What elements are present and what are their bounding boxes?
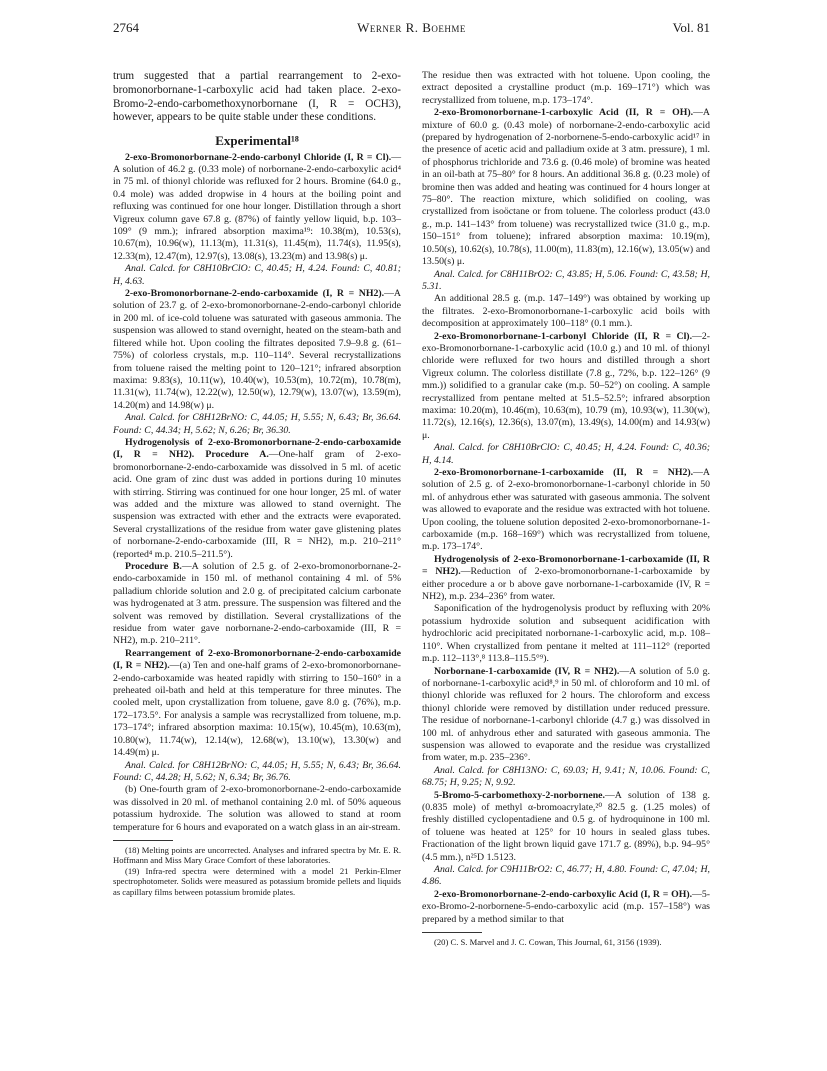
paragraph-body: —A solution of 5.0 g. of norbornane-1-carboxylic acid⁸,⁹ in 50 ml. of chloroform and 10 ml. of thionyl chloride was refluxed for 2 hours. The chloroform and excess thionyl chloride were removed by distillation under reduced pressure. The residue of norbornane-1-carbonyl chloride (4.7 g.) was dissolved in 100 ml. of anhydrous ether and saturated with gaseous ammonia. The suspension was allowed to evaporate and the residue was crystallized from water, m.p. 235–236°.	[422, 665, 710, 764]
left-column	[113, 70, 401, 897]
compound-title: Hydrogenolysis of 2-exo-Bromonorbornane-2-endo-carboxamide (I, R = NH2). Procedure A.	[113, 436, 401, 461]
analysis: Anal. Calcd. for C8H12BrNO: C, 44.05; H, 5.55; N, 6.43; Br, 36.64. Found: C, 44.28; H, 5.62; N, 6.34; Br, 36.76.	[113, 759, 401, 783]
compound-title: 2-exo-Bromonorbornane-1-carbonyl Chloride (II, R = Cl).	[434, 330, 693, 342]
footnote-divider	[113, 840, 173, 841]
paragraph-body: —A solution of 23.7 g. of 2-exo-bromonorbornane-2-endo-carbonyl chloride in 200 ml. of ice-cold toluene was saturated with gaseous ammonia. The suspension was allowed to stand overnight, heated on the steam-bath and filtered while hot. Upon cooling the filtrates deposited 7.9–9.8 g. (61–75%) of colorless crystals, m.p. 110–114°. Several recrystallizations from toluene raised the melting point to 120–121°; infrared absorption maxima: 9.83(s), 10.11(w), 10.40(w), 10.53(m), 10.72(m), 10.78(m), 11.31(w), 11.74(w), 12.22(w), 12.50(w), 12.79(w), 13.07(w), 13.59(m), 14.20(m) and 14.98(w) μ.	[113, 288, 401, 411]
page-number: 2764	[113, 20, 139, 35]
paragraph-body: —A mixture of 60.0 g. (0.43 mole) of norbornane-2-endo-carboxylic acid (prepared by hydrogenation of 2-norbornene-5-endo-carboxylic acid¹⁷ in the presence of acetic acid and palladium oxide at 3 atm. pressure), 1 ml. of phosphorus trichloride and 73.6 g. (0.46 mole) of bromine was heated in an oil-bath at 75–80° for 8 hours. An additional 36.8 g. (0.23 mole) of bromine then was added and heating was continued for 4 hours longer at 75–80°. The reaction mixture, which solidified on cooling, was crystallized from isoöctane or from toluene. The colorless product (43.0 g., m.p. 141–143° from toluene) was recrystallized twice (31.0 g., m.p. 150–151° from toluene); infrared absorption maxima: 10.19(m), 10.50(s), 10.62(s), 10.78(s), 11.00(m), 11.83(m), 12.16(w), 13.05(w) and 13.50(s) μ.	[422, 107, 710, 268]
paragraph-body: —2-exo-Bromonorbornane-1-carboxylic acid (10.0 g.) and 10 ml. of thionyl chloride were refluxed for two hours and distilled through a short Vigreux column. The colorless distillate (7.8 g., 72%, b.p. 122–126° (9 mm.)) solidified to a granular cake (m.p. 50–52°) on cooling. A sample recrystallized from pentane melted at 51.5–52.5°; infrared absorption maxima: 10.20(m), 10.46(m), 10.63(m), 10.79 (m), 10.93(w), 11.30(w), 11.72(s), 12.16(s), 12.36(s), 13.07(m), 13.49(s), 14.00(m) and 14.93(w) μ.	[422, 330, 710, 441]
footnote-divider	[422, 932, 482, 933]
footnote: (19) Infra-red spectra were determined with a model 21 Perkin-Elmer spectrophotometer. Solids were measured as potassium bromide pellets and liquids as capillary films between potassium bromide plates.	[113, 865, 401, 897]
paragraph-body: —5-exo-Bromo-2-norbornene-5-endo-carboxylic acid (m.p. 157–158°) was prepared by a method similar to that	[422, 888, 710, 925]
paragraph-body: —A solution of 138 g. (0.835 mole) of methyl α-bromoacrylate,²⁰ 82.5 g. (1.25 moles) of freshly distilled cyclopentadiene and 0.5 g. of hydroquinone in 100 ml. of toluene was heated at 125° for 10 hours in sealed glass tubes. Fractionation of the light brown liquid gave 171.7 g. (89%), b.p. 94–95° (4.5 mm.), n²⁵D 1.5123.	[422, 789, 710, 863]
paragraph	[113, 152, 401, 264]
compound-title: 2-exo-Bromonorbornane-1-carboxylic Acid (II, R = OH).	[434, 107, 694, 119]
footnote: (20) C. S. Marvel and J. C. Cowan, This Journal, 61, 3156 (1939).	[434, 937, 662, 948]
intro-paragraph: trum suggested that a partial rearrangement to 2-exo-bromonorbornane-1-carboxylic acid had taken place. 2-exo-Bromo-2-endo-carbomethoxynorbornane (I, R = OCH3), however, appears to be quite stable under these conditions.	[113, 70, 401, 124]
paragraph	[422, 554, 710, 604]
paragraph	[422, 331, 710, 443]
paragraph	[422, 666, 710, 765]
analysis: Anal. Calcd. for C8H11BrO2: C, 43.85; H, 5.06. Found: C, 43.58; H, 5.31.	[422, 268, 710, 292]
compound-title: 5-Bromo-5-carbomethoxy-2-norbornene.	[434, 789, 605, 801]
compound-title: Norbornane-1-carboxamide (IV, R = NH2).	[434, 665, 620, 677]
footnote: (18) Melting points are uncorrected. Analyses and infrared spectra by Mr. E. R. Hoffmann and Miss Mary Grace Comfort of these laboratories.	[113, 844, 401, 866]
analysis: Anal. Calcd. for C8H10BrClO: C, 40.45; H, 4.24. Found: C, 40.81; H, 4.63.	[113, 263, 401, 287]
compound-title: 2-exo-Bromonorbornane-2-endo-carboxylic Acid (I, R = OH).	[434, 888, 693, 900]
paragraph	[113, 288, 401, 412]
author-name: Werner R. Boehme	[357, 20, 466, 35]
paragraph-body: —A solution of 46.2 g. (0.33 mole) of norbornane-2-endo-carboxylic acid⁴ in 75 ml. of thionyl chloride was refluxed for 2 hours. Bromine (64.0 g., 0.4 mole) was added dropwise in 4 hours at the boiling point and refluxing was continued for one hour longer. Distillation through a short Vigreux column gave 67.8 g. (87%) of faintly yellow liquid, b.p. 103–109° (9 mm.); infrared absorption maxima¹⁹: 10.38(m), 10.53(s), 10.67(m), 10.96(w), 11.13(m), 11.31(s), 11.45(m), 11.74(s), 11.95(s), 12.33(m), 12.47(m), 12.97(s), 13.08(s), 13.23(m) and 13.98(s) μ.	[113, 151, 401, 262]
compound-title: 2-exo-Bromonorbornane-2-endo-carboxamide (I, R = NH2).	[125, 288, 385, 300]
paragraph	[422, 790, 710, 864]
volume-number: Vol. 81	[672, 20, 710, 35]
compound-title: Procedure B.	[125, 561, 182, 572]
analysis: Anal. Calcd. for C8H12BrNO: C, 44.05; H, 5.55; N, 6.43; Br, 36.64. Found: C, 44.34; H, 5.62; N, 6.26; Br, 36.30.	[113, 412, 401, 436]
paragraph-body: (b) One-fourth gram of 2-exo-bromonorbornane-2-endo-carboxamide was dissolved in 20 ml. of methanol containing 2.0 ml. of 50% aqueous potassium hydroxide. The solution was allowed to stand at room temperature for 6 hours and evaporated on a watch glass in an air-stream.	[113, 784, 401, 833]
paragraph	[422, 107, 710, 268]
paragraph-body: —A solution of 2.5 g. of 2-exo-bromonorbornane-1-carbonyl chloride in 50 ml. of anhydrous ether was saturated with gaseous ammonia. The solvent was allowed to evaporate and the residue was extracted with hot toluene. Upon cooling, the toluene solution deposited 2-exo-bromonorbornane-1-carboxamide (m.p. 168–169°) which was recrystallized from toluene, m.p. 173–174°.	[422, 467, 710, 553]
paragraph-body: —(a) Ten and one-half grams of 2-exo-bromonorbornane-2-endo-carboxamide was heated rapidly with stirring to 150–160° in a preheated oil-bath and held at this temperature for three minutes. The cooled melt, upon crystallization from toluene, gave 8.0 g. (76%), m.p. 172–173.5°. For analysis a sample was recrystallized from toluene, m.p. 173–174°; infrared absorption maxima: 10.15(w), 10.45(m), 10.63(m), 10.80(w), 11.74(w), 12.14(w), 12.68(w), 13.10(w), 13.30(w) and 14.49(m) μ.	[113, 660, 401, 759]
paragraph-body: —A solution of 2.5 g. of 2-exo-bromonorbornane-2-endo-carboxamide in 150 ml. of methanol containing 4 ml. of 5% palladium chloride solution and 2.0 g. of precipitated calcium carbonate was hydrogenated at 3 atm. pressure. The suspension was filtered and the solvent was removed by distillation. Several crystallizations of the residue from water gave norbornane-2-endo-carboxamide (III, R = NH2), m.p. 210–211°.	[113, 561, 401, 647]
paragraph-body: —One-half gram of 2-exo-bromonorbornane-2-endo-carboxamide was dissolved in 5 ml. of acetic acid. One gram of zinc dust was added in portions during 10 minutes with stirring. Stirring was continued for one hour longer, 25 ml. of water was added and the mixture was allowed to stand overnight. The suspension was extracted with ether and the extracts were evaporated. Several crystallizations of the residue from water gave glistening plates of norbornane-2-endo-carboxamide (III, R = NH2), m.p. 210–211° (reported⁴ m.p. 210.5–211.5°).	[113, 449, 401, 560]
right-column	[422, 70, 710, 947]
running-header	[113, 20, 710, 40]
paragraph	[422, 467, 710, 554]
paragraph	[113, 648, 401, 760]
experimental-heading: Experimental¹⁸	[215, 133, 299, 149]
analysis: Anal. Calcd. for C8H13NO: C, 69.03; H, 9.41; N, 10.06. Found: C, 68.75; H, 9.25; N, 9.92.	[422, 764, 710, 789]
compound-title: Rearrangement of 2-exo-Bromonorbornane-2-endo-carboxamide (I, R = NH2).	[113, 647, 401, 672]
paragraph	[422, 889, 710, 926]
compound-title: 2-exo-Bromonorbornane-1-carboxamide (II, R = NH2).	[434, 467, 694, 478]
paragraph-body: An additional 28.5 g. (m.p. 147–149°) was obtained by working up the filtrates. 2-exo-Bromonorbornane-1-carboxylic acid boils with decomposition at approximately 100–118° (0.1 mm.).	[422, 293, 710, 330]
paragraph-body: —Reduction of 2-exo-bromonorbornane-1-carboxamide by either procedure a or b above gave norbornane-1-carboxamide (IV, R = NH2), m.p. 234–236° from water.	[422, 566, 710, 603]
analysis: Anal. Calcd. for C9H11BrO2: C, 46.77; H, 4.80. Found: C, 47.04; H, 4.86.	[422, 864, 710, 888]
paragraph-body: Saponification of the hydrogenolysis product by refluxing with 20% potassium hydroxide solution and subsequent acidification with hydrochloric acid precipitated norbornane-1-carboxylic acid, m.p. 108–110°. When crystallized from pentane it melted at 111–112° (reported m.p. 112–113°,⁸ 113.8–115.5°⁹).	[422, 603, 710, 665]
compound-title: Hydrogenolysis of 2-exo-Bromonorbornane-1-carboxamide (II, R = NH2).	[422, 553, 710, 578]
compound-title: 2-exo-Bromonorbornane-2-endo-carbonyl Chloride (I, R = Cl).	[125, 151, 392, 163]
analysis: Anal. Calcd. for C8H10BrClO: C, 40.45; H, 4.24. Found: C, 40.36; H, 4.14.	[422, 442, 710, 466]
paragraph	[113, 437, 401, 561]
paragraph-body: The residue then was extracted with hot toluene. Upon cooling, the extract deposited a crystalline product (m.p. 169–171°) which was recrystallized from toluene, m.p. 173–174°.	[422, 70, 710, 106]
paragraph	[113, 561, 401, 648]
